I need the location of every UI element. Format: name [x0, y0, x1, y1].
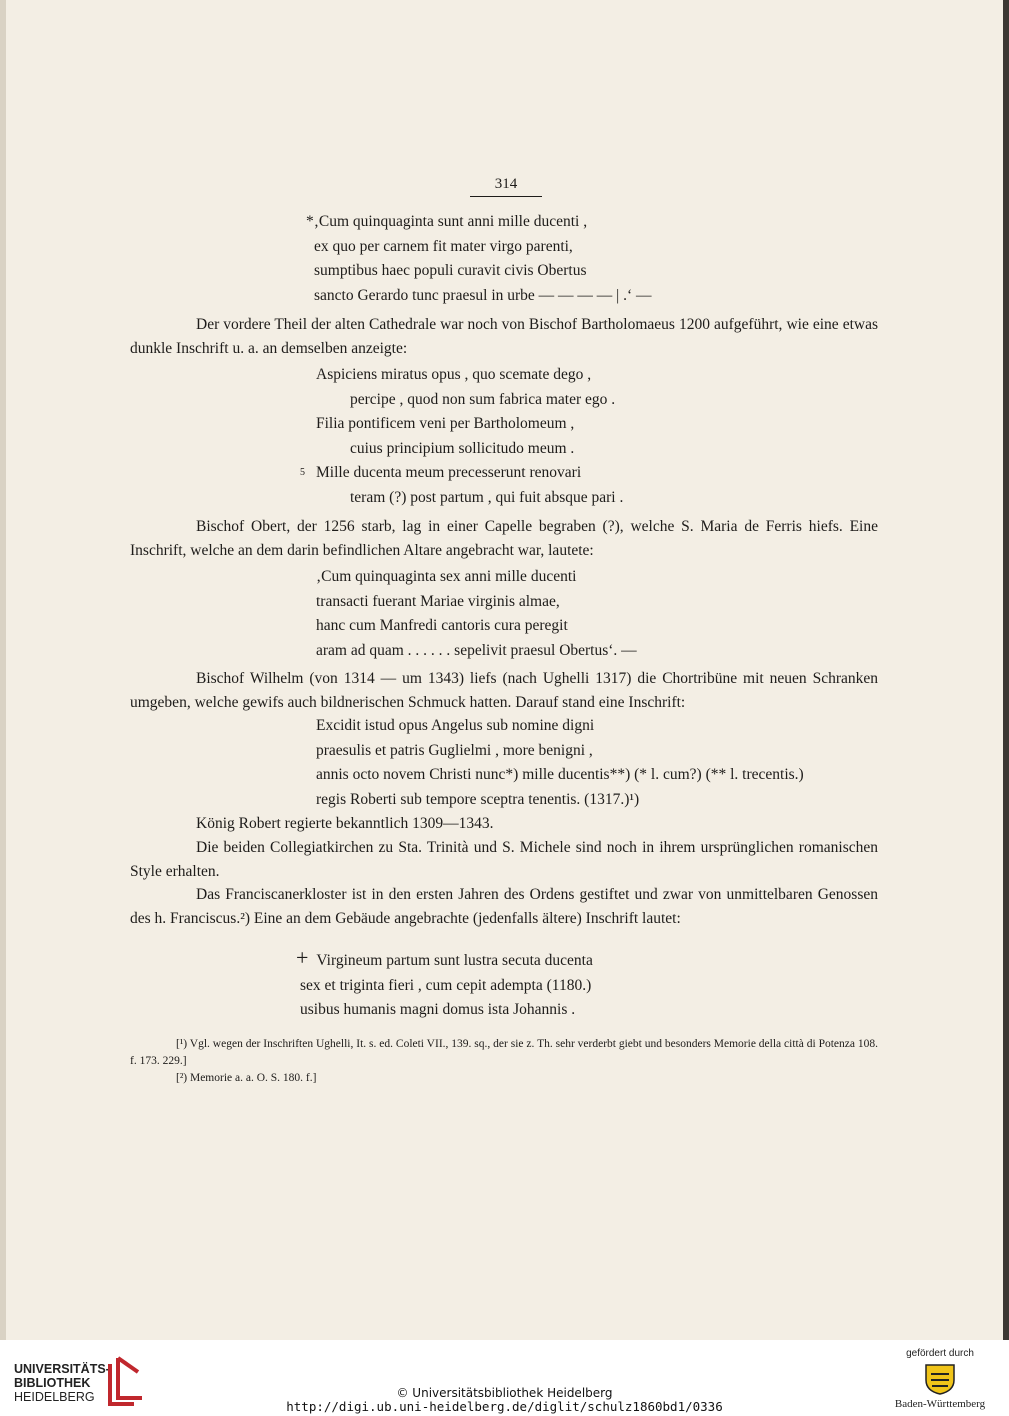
inscription-verse-5 — [296, 945, 593, 1023]
paragraph-robert: König Robert regierte bekanntlich 1309—1343. — [196, 815, 494, 832]
library-name-line2: BIBLIOTHEK — [14, 1376, 91, 1390]
cross-icon: + — [296, 945, 309, 970]
verse-line — [300, 461, 623, 486]
verse-line: praesulis et patris Guglielmi , more benigni , — [316, 741, 593, 759]
paragraph-franciscanerkloster: Das Franciscanerkloster ist in den ersten Jahren des Ordens gestiftet und zwar von unmittelbaren Genossen des h. Franciscus.²) Eine an dem Gebäude angebrachte (jedenfalls ältere) Inschrift lautet: — [130, 886, 878, 927]
inscription-verse-4 — [316, 714, 804, 812]
library-name-line3: HEIDELBERG — [14, 1390, 95, 1404]
page-number: 314 — [470, 176, 542, 197]
verse-line: *‚Cum quinquaginta sunt anni mille ducenti , — [306, 213, 588, 230]
verse-line: transacti fuerant Mariae virginis almae, — [316, 592, 560, 610]
verse-line: percipe , quod non sum fabrica mater ego . — [350, 390, 616, 408]
verse-line: hanc cum Manfredi cantoris cura peregit — [316, 617, 568, 634]
verse-line: annis octo novem Christi nunc*) mille ducentis**) (* l. cum?) (** l. trecentis.) — [316, 766, 804, 783]
verse-line: teram (?) post partum , qui fuit absque pari . — [350, 488, 624, 506]
verse-line: Excidit istud opus Angelus sub nomine digni — [316, 717, 595, 734]
verse-line: sex et triginta fieri , cum cepit adempta (1180.) — [300, 976, 592, 994]
verse-line — [296, 945, 593, 974]
verse-line: Aspiciens miratus opus , quo scemate dego , — [316, 366, 592, 383]
paragraph-bartholomaeus: Der vordere Theil der alten Cathedrale war noch von Bischof Bartholomaeus 1200 aufgeführt, wie eine etwas dunkle Inschrift u. a. an demselben anzeigte: — [130, 316, 878, 357]
copyright-notice: © Universitätsbibliothek Heidelberg — [396, 1386, 613, 1400]
verse-line-text: Virgineum partum sunt lustra secuta ducenta — [316, 952, 593, 969]
verse-line: ex quo per carnem fit mater virgo parenti, — [314, 237, 573, 255]
verse-line: sumptibus haec populi curavit civis Obertus — [314, 262, 587, 279]
funder-name: Baden-Württemberg — [894, 1398, 986, 1410]
paragraph-obert: Bischof Obert, der 1256 starb, lag in einer Capelle begraben (?), welche S. Maria de Ferris hiefs. Eine Inschrift, welche an dem darin befindlichen Altare angebracht war, lautete: — [130, 518, 878, 559]
page-edge — [0, 0, 6, 1340]
verse-line: usibus humanis magni domus ista Johannis . — [300, 1001, 576, 1018]
permalink-url[interactable]: http://digi.ub.uni-heidelberg.de/diglit/schulz1860bd1/0336 — [286, 1399, 723, 1414]
funded-by-label: gefördert durch — [906, 1348, 974, 1359]
verse-line: cuius principium sollicitudo meum . — [350, 439, 575, 457]
library-name-line1: UNIVERSITÄTS- — [14, 1362, 110, 1376]
state-crest-icon — [922, 1362, 958, 1396]
footnote-1: [¹) Vgl. wegen der Inschriften Ughelli, It. s. ed. Coleti VII., 139. sq., der sie z. Th. sehr verderbt giebt und besonders Memorie della città di Potenza 108. f. 173. 229.] — [130, 1038, 878, 1067]
footnotes — [130, 1036, 878, 1087]
verse-line: aram ad quam . . . . . . sepelivit praesul Obertus‘. — — [316, 641, 637, 659]
verse-line: regis Roberti sub tempore sceptra tenentis. (1317.)¹) — [316, 790, 640, 808]
inscription-verse-3 — [316, 565, 637, 663]
verse-line: ‚Cum quinquaginta sex anni mille ducenti — [316, 568, 577, 585]
verse-line-text: Mille ducenta meum precesserunt renovari — [316, 464, 582, 481]
footnote-2: [²) Memorie a. a. O. S. 180. f.] — [176, 1072, 317, 1084]
verse-line: sancto Gerardo tunc praesul in urbe — — — — | .‘ — — [314, 286, 652, 304]
line-number: 5 — [300, 467, 305, 478]
inscription-verse-1 — [306, 210, 652, 308]
inscription-verse-2 — [300, 363, 624, 510]
verse-line: Filia pontificem veni per Bartholomeum , — [316, 415, 575, 432]
paragraph-collegiatkirchen: Die beiden Collegiatkirchen zu Sta. Trinità und S. Michele sind noch in ihrem ursprünglichen romanischen Style erhalten. — [130, 839, 878, 880]
paragraph-wilhelm: Bischof Wilhelm (von 1314 — um 1343) liefs (nach Ughelli 1317) die Chortribüne mit neuen Schranken umgeben, welche gewifs auch bildnerischen Schmuck hatten. Darauf stand eine Inschrift: — [130, 670, 878, 711]
